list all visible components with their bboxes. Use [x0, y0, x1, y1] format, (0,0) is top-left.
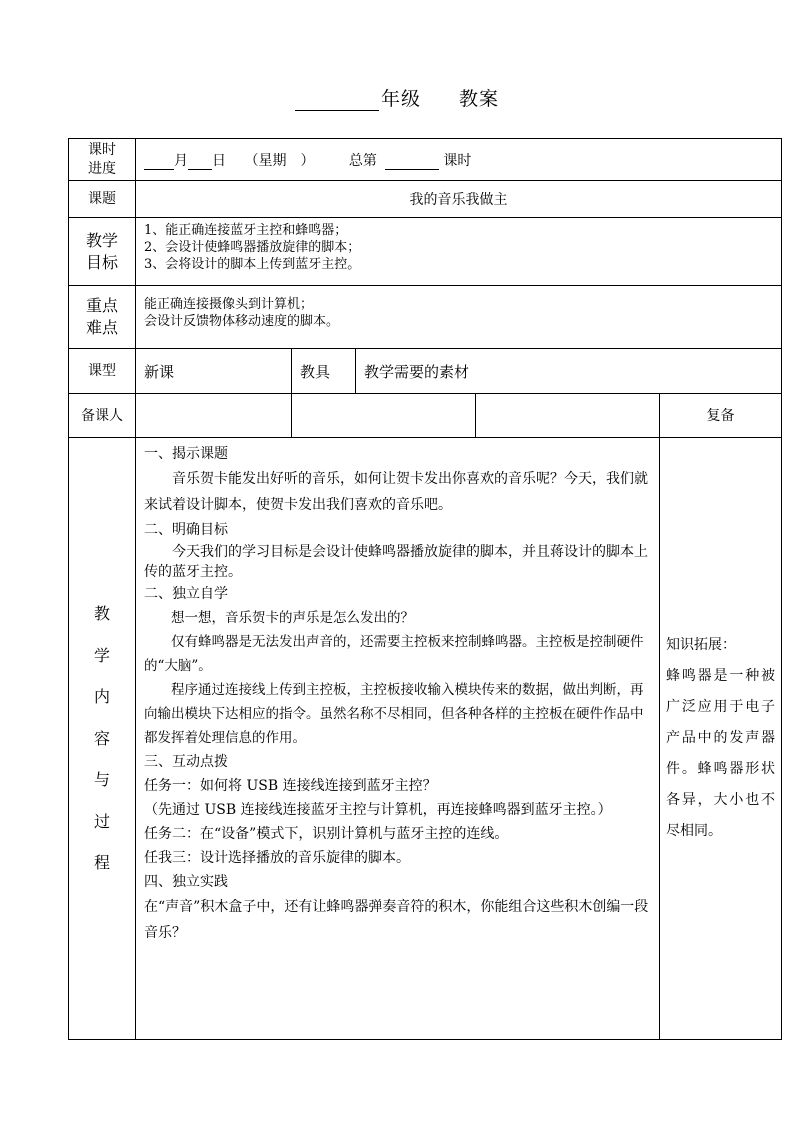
grade-label: 年级: [380, 88, 421, 110]
lesson-type-label: 课型: [69, 349, 136, 394]
topic-label: 课题: [69, 181, 136, 218]
page-title: [0, 84, 794, 111]
process-label-char: 容: [93, 728, 110, 748]
process-label-char: 与: [93, 770, 110, 790]
goal-item: 3、会将设计的脚本上传到蓝牙主控。: [144, 257, 361, 272]
process-label-char: 过: [93, 811, 110, 831]
tools-label: 教具: [292, 349, 356, 394]
schedule-label-text: 课时进度: [87, 141, 116, 177]
preparer-cell-1: [136, 394, 292, 438]
paragraph: 程序通过连接线上传到主控板，主控板接收输入模块传来的数据，做出判断，再向输出模块下达相应的指令。虽然名称不尽相同，但各种各样的主控板在硬件作品中都发挥着处理信息的作用。: [144, 682, 644, 746]
topic-row: [69, 181, 782, 218]
side-note-title: 知识拓展：: [666, 637, 736, 653]
process-label-char: 程: [93, 853, 110, 873]
paragraph: 想一想，音乐贺卡的声乐是怎么发出的？: [171, 610, 414, 626]
total-prefix: 总第: [348, 152, 377, 169]
section-heading: 三、互动点拨: [144, 754, 228, 770]
preparer-row: [69, 394, 782, 438]
lesson-plan-table: [68, 138, 782, 1040]
key-points-label-text: 重点难点: [85, 296, 118, 337]
process-label-char: 内: [93, 687, 110, 707]
paragraph: （先通过 USB 连接线连接蓝牙主控与计算机，再连接蜂鸣器到蓝牙主控。）: [144, 802, 612, 818]
side-note-text: 蜂鸣器是一种被广泛应用于电子产品中的发声器件。蜂鸣器形状各异，大小也不尽相同。: [666, 668, 776, 839]
process-row: [69, 438, 782, 1040]
goal-item: 2、会设计使蜂鸣器播放旋律的脚本；: [144, 240, 361, 255]
process-content: [136, 438, 660, 1040]
review-label: 复备: [660, 394, 782, 438]
paragraph: 任我三：设计选择播放的音乐旋律的脚本。: [144, 850, 410, 866]
process-label: [69, 438, 136, 1040]
grade-blank: [295, 92, 379, 111]
schedule-value: [136, 139, 782, 181]
paragraph: 在“声音”积木盒子中，还有让蜂鸣器弹奏音符的积木，你能组合这些积木创编一段音乐？: [144, 899, 649, 941]
side-note: [660, 438, 782, 1040]
section-heading: 一、揭示课题: [144, 446, 228, 462]
process-label-char: 教: [93, 604, 110, 624]
schedule-label: [69, 139, 136, 181]
paragraph: 今天我们的学习目标是会设计使蜂鸣器播放旋律的脚本，并且蒋设计的脚本上传的蓝牙主控。: [144, 544, 648, 580]
goals-list: [136, 218, 782, 286]
key-points-label: [69, 286, 136, 349]
section-heading: 二、明确目标: [144, 522, 228, 538]
goals-row: [69, 218, 782, 286]
key-points-list: [136, 286, 782, 349]
key-point-item: 能正确连接摄像头到计算机；: [144, 297, 314, 312]
schedule-row: [69, 139, 782, 181]
paragraph: 任务一：如何将 USB 连接线连接到蓝牙主控？: [144, 778, 437, 794]
topic-value: 我的音乐我做主: [136, 181, 782, 218]
section-heading: 四、独立实践: [144, 874, 228, 890]
lesson-type-row: [69, 349, 782, 394]
month-label: 月: [174, 152, 188, 169]
day-label: 日: [212, 152, 226, 169]
preparer-cell-2: [292, 394, 476, 438]
paragraph: 任务二：在“设备”模式下，识别计算机与蓝牙主控的连线。: [144, 826, 509, 842]
preparer-label: 备课人: [69, 394, 136, 438]
plan-label: 教案: [459, 88, 500, 110]
goals-label-text: 教学目标: [85, 230, 118, 272]
process-label-char: 学: [93, 645, 110, 665]
weekday-label: （星期 ）: [244, 152, 315, 169]
key-point-item: 会设计反馈物体移动速度的脚本。: [144, 314, 340, 329]
paragraph: 仅有蜂鸣器是无法发出声音的，还需要主控板来控制蜂鸣器。主控板是控制硬件的“大脑”。: [144, 634, 644, 674]
goals-label: [69, 218, 136, 286]
paragraph: 音乐贺卡能发出好听的音乐，如何让贺卡发出你喜欢的音乐呢？今天，我们就来试着设计脚本，使贺卡发出我们喜欢的音乐吧。: [144, 471, 648, 513]
section-heading: 二、独立自学: [144, 586, 228, 602]
key-points-row: [69, 286, 782, 349]
tools-value: 教学需要的素材: [356, 349, 782, 394]
goal-item: 1、能正确连接蓝牙主控和蜂鸣器；: [144, 223, 348, 238]
lesson-type-value: 新课: [136, 349, 292, 394]
preparer-cell-3: [476, 394, 660, 438]
lesson-suffix: 课时: [443, 152, 472, 169]
